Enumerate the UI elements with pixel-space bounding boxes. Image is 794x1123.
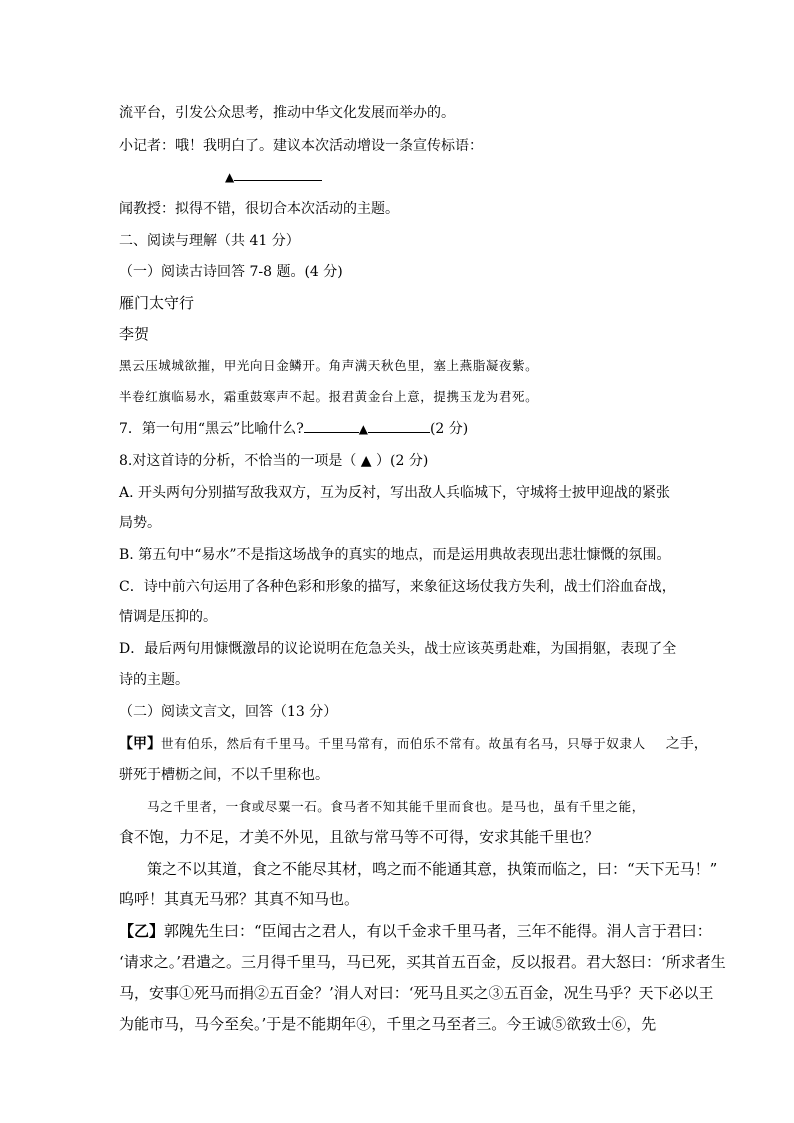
option-d-continued: 诗的主题。 (119, 672, 189, 688)
poem-line: 半卷红旗临易水，霜重鼓寒声不起。报君黄金台上意，提携玉龙为君死。 (119, 389, 539, 404)
passage-line: 呜呼！其真无马邪？其真不知马也。 (119, 890, 360, 908)
passage-line: 马，安事①死马而捐②五百金？’涓人对曰：‘死马且买之③五百金，况生马乎？天下必以王 (119, 984, 714, 1002)
answer-blank-line (225, 168, 322, 186)
passage-line: ‘请求之。’君遣之。三月得千里马，马已死，买其首五百金，反以报君。君大怒曰：‘所求者生 (119, 953, 726, 971)
passage-line: 食不饱，力不足，才美不外见，且欲与常马等不可得，安求其能千里也？ (119, 828, 600, 846)
section-heading: 二、阅读与理解（共 41 分） (119, 233, 300, 249)
answer-triangle-marker: ▲ (225, 170, 235, 184)
passage-line: 骈死于槽枥之间，不以千里称也。 (119, 767, 329, 783)
passage-label: 【乙】 (119, 922, 165, 940)
option-c: C．诗中前六句运用了各种色彩和形象的描写，来象征这场仗我方失利，战士们浴血奋战， (119, 579, 676, 595)
passage-text: 世有伯乐，然后有千里马。千里马常有，而伯乐不常有。故虽有名马，只辱于奴隶人 (161, 736, 646, 751)
question-score: (2 分) (429, 421, 469, 437)
poem-line: 黑云压城城欲摧，甲光向日金鳞开。角声满天秋色里，塞上燕脂凝夜紫。 (119, 358, 539, 373)
text-line: 流平台，引发公众思考，推动中华文化发展而举办的。 (119, 105, 455, 121)
passage-line: 策之不以其道，食之不能尽其材，鸣之而不能通其意，执策而临之，曰：“天下无马！” (147, 860, 718, 878)
passage-line: 为能市马，马今至矣。’于是不能期年④，千里之马至者三。今王诚⑤欲致士⑥，先 (119, 1015, 657, 1033)
passage-text: 郭隗先生曰：“臣闻古之君人，有以千金求千里马者，三年不能得。涓人言于君曰： (164, 922, 712, 940)
poem-title: 雁门太守行 (119, 294, 195, 312)
subsection-heading: （一）阅读古诗回答 7-8 题。(4 分) (119, 264, 343, 280)
passage-line: 马之千里者，一食或尽粟一石。食马者不知其能千里而食也。是马也，虽有千里之能， (147, 799, 645, 814)
classical-text-yi (119, 922, 712, 940)
option-a-continued: 局势。 (119, 515, 161, 531)
option-b: B. 第五句中“易水”不是指这场战争的真实的地点，而是运用典故表现出悲壮慷慨的氛围。 (119, 547, 671, 563)
question-8: 8.对这首诗的分析，不恰当的一项是（ ▲ ）(2 分) (119, 453, 429, 469)
option-d: D．最后两句用慷慨激昂的议论说明在危急关头，战士应该英勇赴难，为国捐躯，表现了全 (119, 641, 677, 657)
option-a: A. 开头两句分别描写敌我双方，互为反衬，写出敌人兵临城下，守城将士披甲迎战的紧张 (119, 485, 671, 501)
passage-text: 之手， (665, 736, 708, 752)
answer-blank (368, 420, 430, 433)
answer-blank (234, 168, 322, 181)
poem-author: 李贺 (119, 325, 150, 343)
question-text: 7．第一句用“黑云”比喻什么? (119, 421, 304, 437)
answer-blank (304, 420, 359, 433)
classical-text-jia (119, 735, 708, 753)
subsection-heading: （二）阅读文言文，回答（13 分） (119, 704, 338, 720)
answer-triangle-marker: ▲ (358, 422, 368, 436)
option-c-continued: 情调是压抑的。 (119, 609, 217, 625)
question-7 (119, 420, 468, 438)
text-line: 闻教授：拟得不错，很切合本次活动的主题。 (119, 201, 399, 217)
text-line: 小记者：哦！我明白了。建议本次活动增设一条宣传标语： (119, 138, 483, 154)
passage-label: 【甲】 (119, 736, 161, 752)
